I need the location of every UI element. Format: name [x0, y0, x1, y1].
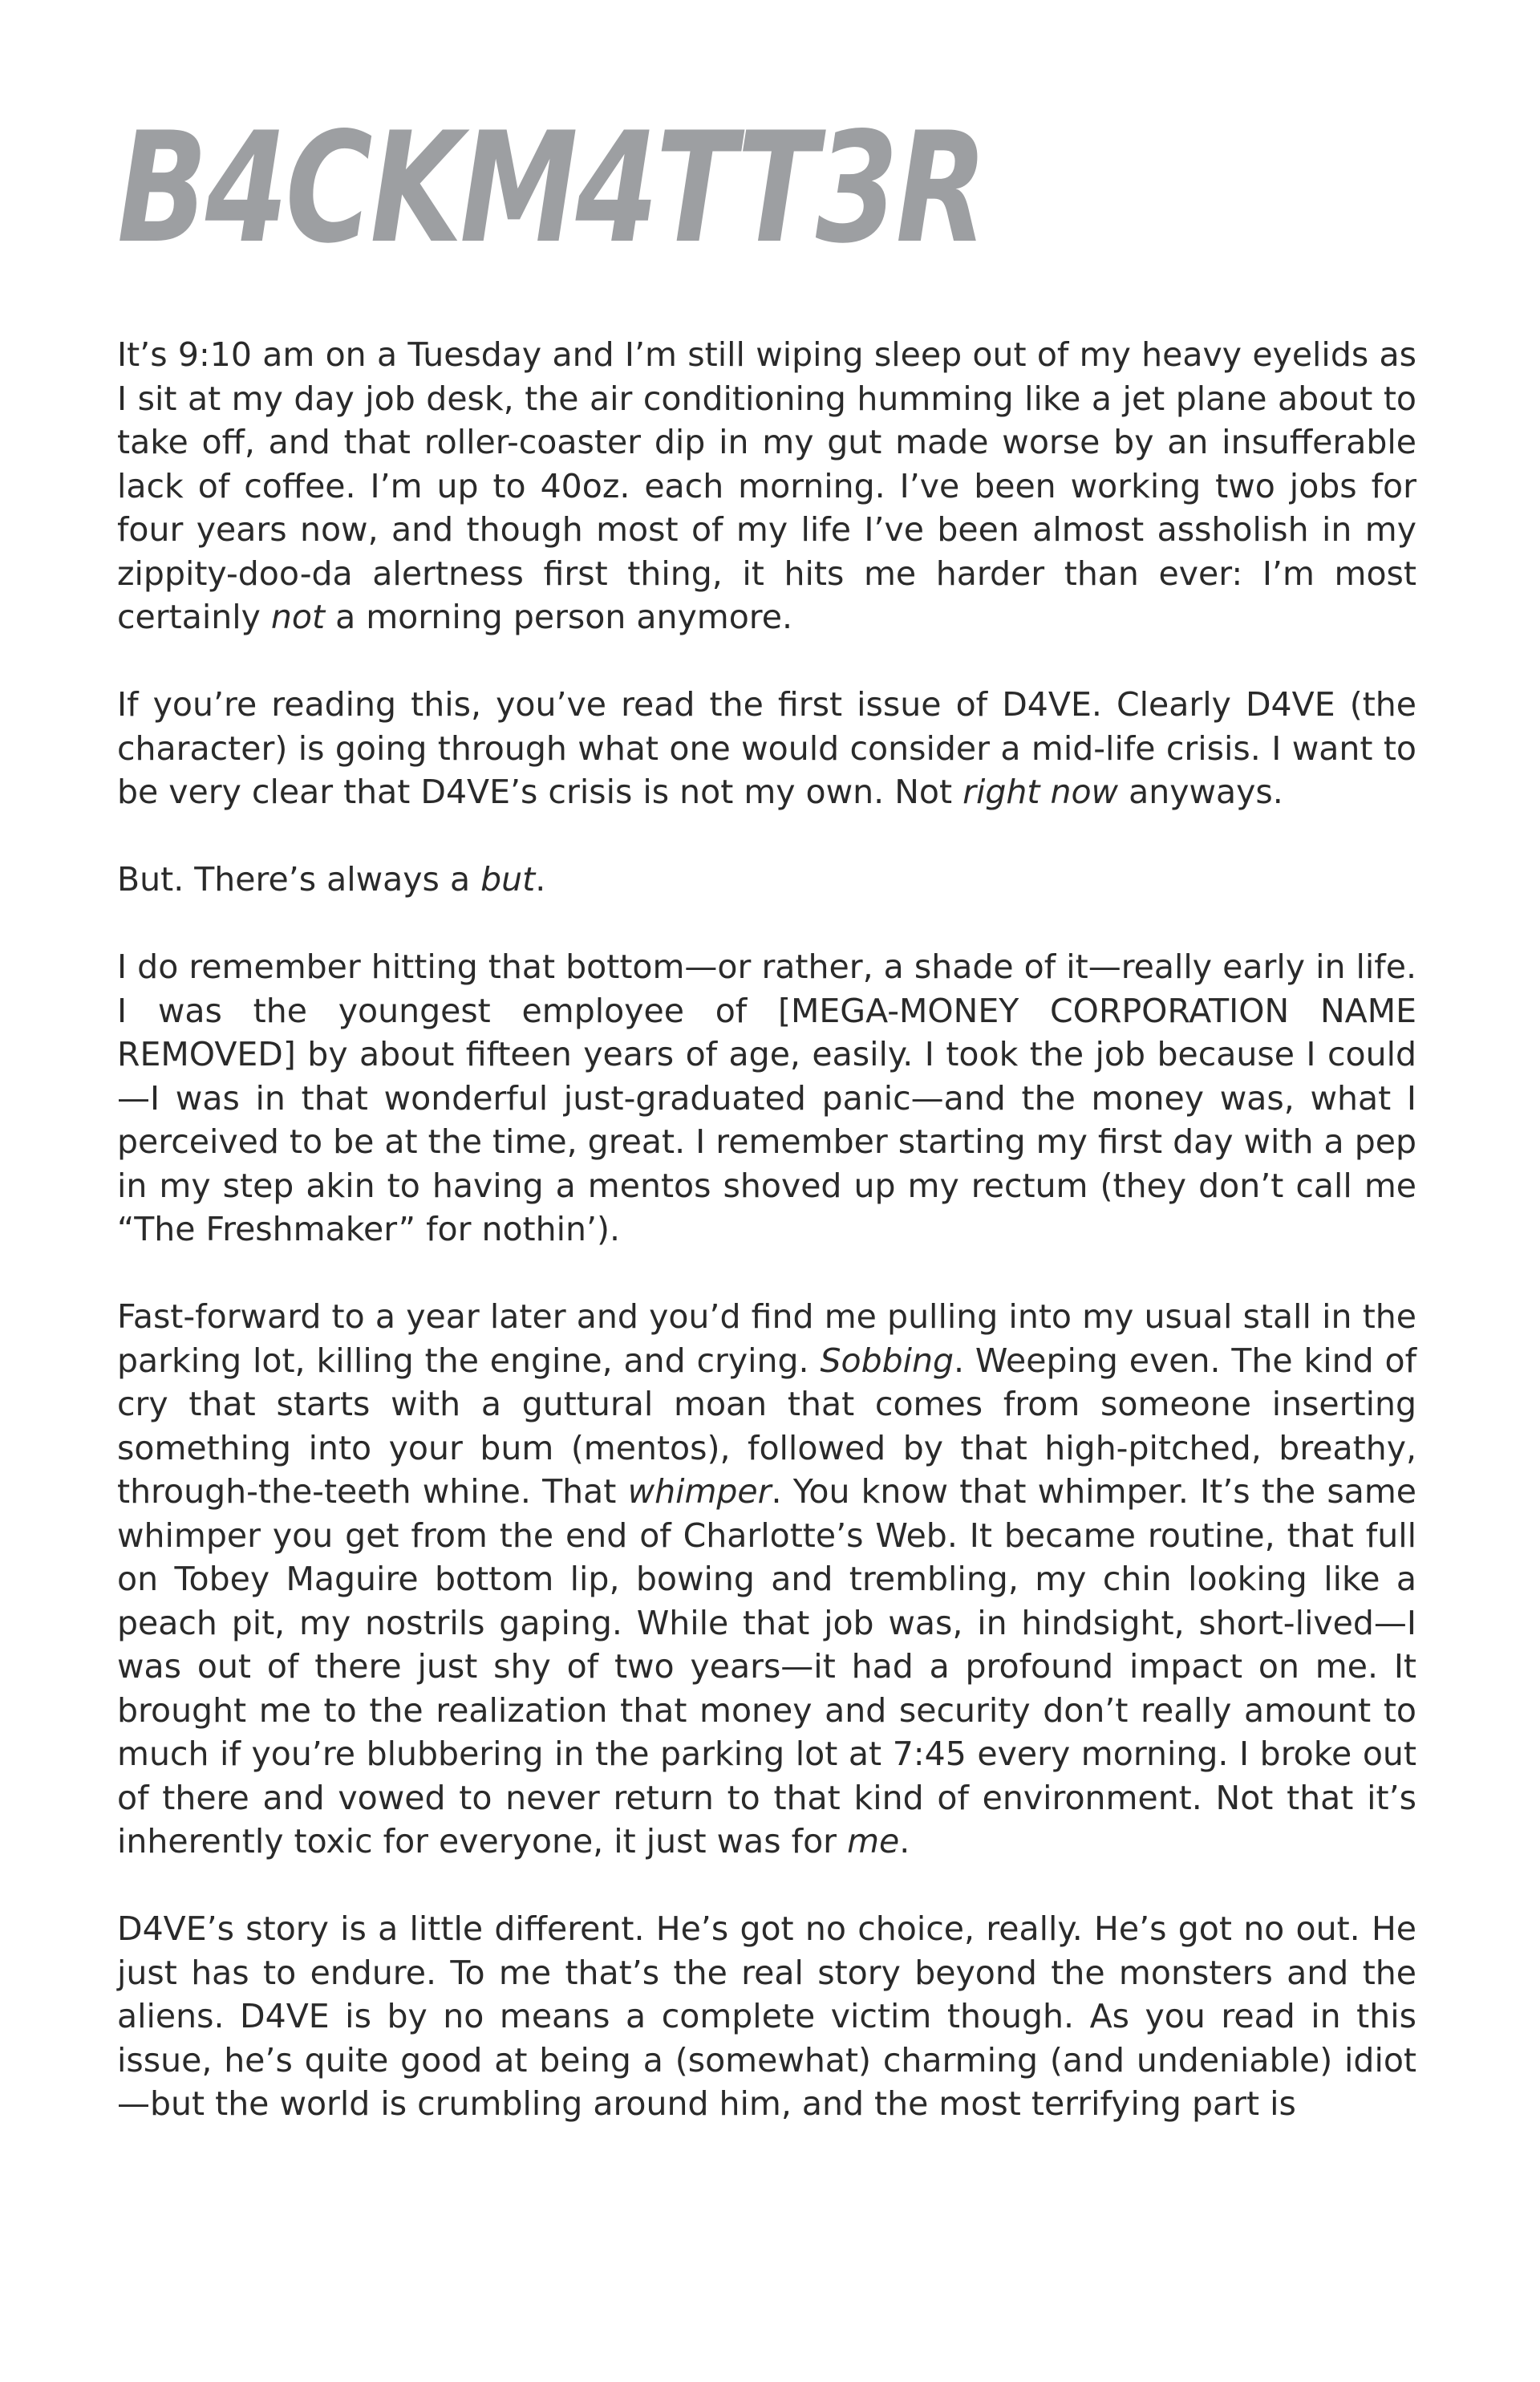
paragraph-5-text-c: . You know that whimper. It’s the same whimper you get from the end of Charlotte’s Web. It became routine, that full on Tobey Maguire bottom lip, bowing and trembling, my chin looking like a peach pit, my nostrils gaping. While that job was, in hindsight, short-lived—I was out of there just shy of two years—it had a profound impact on me. It brought me to the realization that money and security don’t really amount to much if you’re blubbering in the parking lot at 7:45 every morning. I broke out of there and vowed to never return to that kind of environment. Not that it’s inherently toxic for everyone, it just was for [117, 1472, 1416, 1861]
paragraph-3-emphasis: but [480, 860, 536, 899]
paragraph-5-text-a: Fast-forward to a year later and you’d find me pulling into my usual stall in the parking lot, killing the engine, and crying. [117, 1297, 1416, 1380]
paragraph-2-emphasis: right now [962, 773, 1119, 811]
paragraph-4-text-a: I do remember hitting that bottom—or rather, a shade of it—really early in life. I was the youngest employee of [MEGA-MONEY CORPORATION NAME REMOVED] by about fifteen years of age, easily. I took the job because I could—I was in that wonderful just-graduated panic—and the money was, what I perceived to be at the time, great. I remember starting my first day with a pep in my step akin to having a mentos shoved up my rectum (they don’t call me “The Freshmaker” for nothin’). [117, 948, 1416, 1248]
paragraph-3 [117, 858, 1416, 902]
paragraph-3-text-a: But. There’s always a [117, 860, 481, 899]
paragraph-1-emphasis: not [270, 598, 326, 636]
paragraph-2-text-b: anyways. [1118, 773, 1283, 811]
paragraph-5-text-b: . Weeping even. The kind of cry that starts with a guttural moan that comes from someone inserting something into your bum (mentos), followed by that high-pitched, breathy, through-the-teeth whine. That [117, 1341, 1417, 1511]
paragraph-5-emphasis-2: whimper [627, 1472, 772, 1511]
paragraph-1 [117, 333, 1416, 639]
paragraph-3-text-b: . [535, 860, 546, 899]
paragraph-6-text-a: D4VE’s story is a little different. He’s got no choice, really. He’s got no out. He just has to endure. To me that’s the real story beyond the monsters and the aliens. D4VE is by no means a complete victim though. As you read in this issue, he’s quite good at being a (somewhat) charming (and undeniable) idiot—but the world is crumbling around him, and the most terrifying part is [117, 1909, 1416, 2123]
paragraph-2 [117, 683, 1416, 814]
paragraph-2-text-a: If you’re reading this, you’ve read the first issue of D4VE. Clearly D4VE (the character) is going through what one would consider a mid-life crisis. I want to be very clear that D4VE’s crisis is not my own. Not [117, 685, 1416, 811]
paragraph-5-emphasis-1: Sobbing [820, 1341, 954, 1380]
paragraph-1-text-a: It’s 9:10 am on a Tuesday and I’m still wiping sleep out of my heavy eyelids as I sit at my day job desk, the air conditioning humming like a jet plane about to take off, and that roller-coaster dip in my gut made worse by an insufferable lack of coffee. I’m up to 40oz. each morning. I’ve been working two jobs for four years now, and though most of my life I’ve been almost assholish in my zippity-doo-da alertness first thing, it hits me harder than ever: I’m most certainly [117, 335, 1416, 636]
paragraph-6 [117, 1907, 1416, 2126]
article-body [117, 333, 1416, 2126]
paragraph-1-text-b: a morning person anymore. [325, 598, 792, 636]
paragraph-5 [117, 1295, 1416, 1864]
paragraph-4 [117, 945, 1416, 1252]
paragraph-5-text-d: . [899, 1822, 910, 1861]
paragraph-5-emphasis-3: me [847, 1822, 900, 1861]
page-title: B4CKM4TT3R [117, 99, 985, 277]
